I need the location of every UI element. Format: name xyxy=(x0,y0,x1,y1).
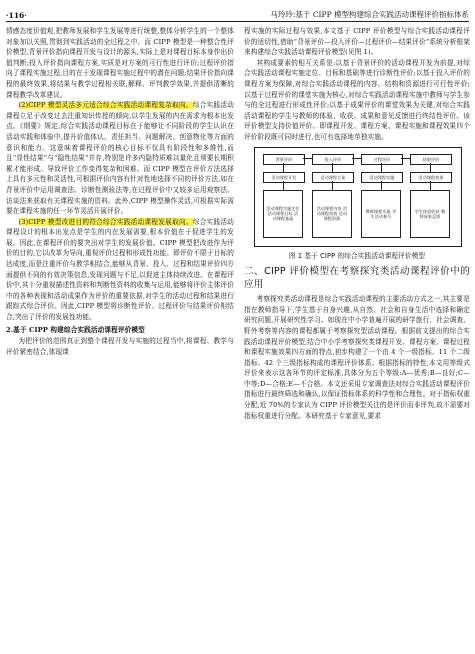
figure-box-effect: 活动课程效果 xyxy=(410,172,452,183)
figure-box-development: 活动课程开发 xyxy=(263,172,305,183)
figure-box-context: 背景评价 xyxy=(263,154,305,165)
paragraph: 考察探究类活动课程是综合实践活动课程的主要活动方式之一,其主要是指在教师指导下,学生基于自身兴趣,从自然、社会和自身生活中选择和确定研究问题,开展研究性学习。如现在中小学普遍开展的研学旅行、社会调查、野外考察等内容的课程都属于考察探究型活动课程。根据前文提出的综合实践活动课程评价模型,结合中小学考察探究类课程开发、课程方案、课程过程和课程实施效果四方面的特点,初步构建了一个由 4 个一级指标、11 个二级指标、42 个三级指标构成的课程评价体系。根据指标的特性,本文用等级式评价来表示这各环节的评定标准,具体分为五个等级:A—优秀;B—良好;C—中等;D—合格;E—不合格。本文还采用专家调查法对综合实践活动课程评价指标进行最终筛选和确认,以保证指标体系的科学性和合理性。对于指标权重分配,近 70%的专家认为 CIPP 评价模型关注的是评价而非评判,故不需要对指标权重进行分配。本研究基于专家意见,要求 xyxy=(244,295,470,420)
figure-arrow xyxy=(352,158,361,159)
figure-box-development-details: 活动课程实施定位 活动课程目标 活动课程基础 xyxy=(263,190,303,238)
figure-box-effect-details: 学生体验收获 教师成果反馈 xyxy=(410,190,450,238)
highlighted-heading: (3)CIPP 模型改进目的符合综合实践活动课程发展取向。 xyxy=(18,217,193,226)
figure-link xyxy=(332,163,333,172)
figure-link xyxy=(381,163,382,172)
figure-box-plan: 活动课程方案 xyxy=(312,172,354,183)
figure-box-implementation-details: 教师课程实施 学生活动参与 xyxy=(361,190,401,238)
figure-box-product: 结果评价 xyxy=(410,154,452,165)
figure-link xyxy=(430,181,431,190)
subsection-heading: 2.基于 CIPP 构建综合实践活动课程评价模型 xyxy=(6,325,145,334)
left-column xyxy=(6,26,234,357)
paragraph-with-heading xyxy=(6,217,234,323)
figure-caption: 图 1 基于 CIPP 的综合实践活动课程评价模型 xyxy=(288,251,426,260)
figure-link xyxy=(283,163,284,172)
figure-box-process: 过程评价 xyxy=(361,154,403,165)
figure-arrow xyxy=(303,158,312,159)
paragraph: 情感态度价值观,把教师发展和学生发展等进行统整,整体分析学生的一个整体对象加以关照,贯彻到实践活动的全过程之中。而 CIPP 模型是一种整合性评价模型,背景评价指向课程开发与设计的源头,实际上是对课程目标本身作出价值判断;投入评价指向课程方案,实质是对方案的可行性进行评价;过程评价指向了课程实施过程,目的在于发现课程实施过程中的潜在问题;结果评价指向课程的最终效果,将结果与教学过程相关联,解释、评判教学效果,并提供清晰的课程教学改革建议。 xyxy=(6,27,234,99)
figure-arrow xyxy=(401,158,410,159)
page-header xyxy=(6,4,469,20)
paragraph: 程实施的实际过程与效果,本文基于 CIPP 评价模型与综合实践活动课程评价的适切性,借助“背景评价—投入评价—过程评价—结果评价”系统分析框架来构建综合实践活动课程评价模型(见图 1)。 xyxy=(244,27,470,57)
evaluation-model-figure xyxy=(254,147,462,247)
figure-link xyxy=(332,181,333,190)
highlighted-heading: (2)CIPP 模型灵活多元适合综合实践活动课程复杂取向。 xyxy=(18,101,193,110)
figure-link xyxy=(283,181,284,190)
paragraph: 其构成要素的相互关系是:以基于背景评价的活动课程开发为前提,对综合实践活动课程实施定位、目标和基础等进行诊断性评价;以基于投入评价的课程方案为保障,对综合实践活动课程的内容、结构和资源进行可行性评价;以基于过程评价的课堂实施为核心,对综合实践活动课程实施中教师与学生参与的全过程进行形成性评价;以基于成果评价的课堂效果为关键,对综合实践活动课程的学生与教师的体验、收获、成果和意见反馈进行终结性评价。该评价模型支持价值评价、即课程开发、课程方案、课程实施和课程效果四个评价阶段既可同时进行,也可有选择地单独实施。 xyxy=(244,58,470,141)
figure-box-plan-details: 活动课程内容 活动课程结构 活动课程资源 xyxy=(312,190,352,238)
paragraph-text: 综合实践活动课程设计的根本出发点是学生的内在发展需要,根本价值在于促进学生的发展。因此,在课程评价的要突出对学生的发展价值。CIPP 模型把改进作为评价的目的,它以改革为导向,重视评价过程和形成性功能。即评价不限于目标的达成度,而是注重评价与教学相结合,能够从背景、投入、过程和结果评价四方面提供不同的有效决策信息,发现问题与不足,以促进主体持续改进。在课程评价中,其十分重视描述性资料和判断性资料的收集与运用,能够将评价主体评价中的各种表现和活动成果作为评价的重要依据,对学生的活动过程和结果进行跟踪式综合评价。因此,CIPP 模型将诊断性评价、过程评价与结果评价相结合,突出了评价的发展性功能。 xyxy=(6,217,234,322)
paragraph-with-heading xyxy=(6,100,234,217)
figure-link xyxy=(381,181,382,190)
header-rule xyxy=(6,21,469,22)
right-column xyxy=(244,26,470,421)
figure-box-implementation: 活动课程实施 xyxy=(361,172,403,183)
figure-link xyxy=(430,163,431,172)
figure-box-input: 投入评价 xyxy=(312,154,354,165)
paragraph: 为把评价的范围真正到整个课程开发与实施的过程当中,将课程、教学与评价紧密结合,体现课 xyxy=(6,337,234,356)
section-heading: 二、CIPP 评价模型在考察探究类活动课程评价中的应用 xyxy=(244,266,470,291)
running-title: 马玲玲:基于 CIPP 模型构建综合实践活动课程评价指标体系 xyxy=(270,10,469,19)
paragraph-text: 综合实践活动课程立足于改变过去注重知识传授的倾向,以学生发展的内在需求为根本出发点。《纲要》规定,综合实践活动课程目标在于能够让不同阶段的学生认识在活动实践和体验中,提升价值体认、责任担当、问题解决、创意物化等方面的意识和能力。这意味着课程评价的核心目标不仅具有阶段性和多维性,而且“显性结果”与“隐性结果”并存,特别是许多内隐特质难以量化且须要长期积累才能形成。导致评价工作变得复杂和困难。而 CIPP 模型在评价方法选择上具有多元性和灵活性,可根据评价内容有针对性地选择不同的评价方法,如在背景评价中运用调查法、诊断性测验法等,在过程评价中又较多运用观察法、访谈法来获取有关课程实施的资料。此外,CIPP 模型操作灵活,可根据实际需要在课程实施的任一环节灵活开展评价。 xyxy=(6,101,234,216)
page-number: ·116· xyxy=(6,11,27,20)
